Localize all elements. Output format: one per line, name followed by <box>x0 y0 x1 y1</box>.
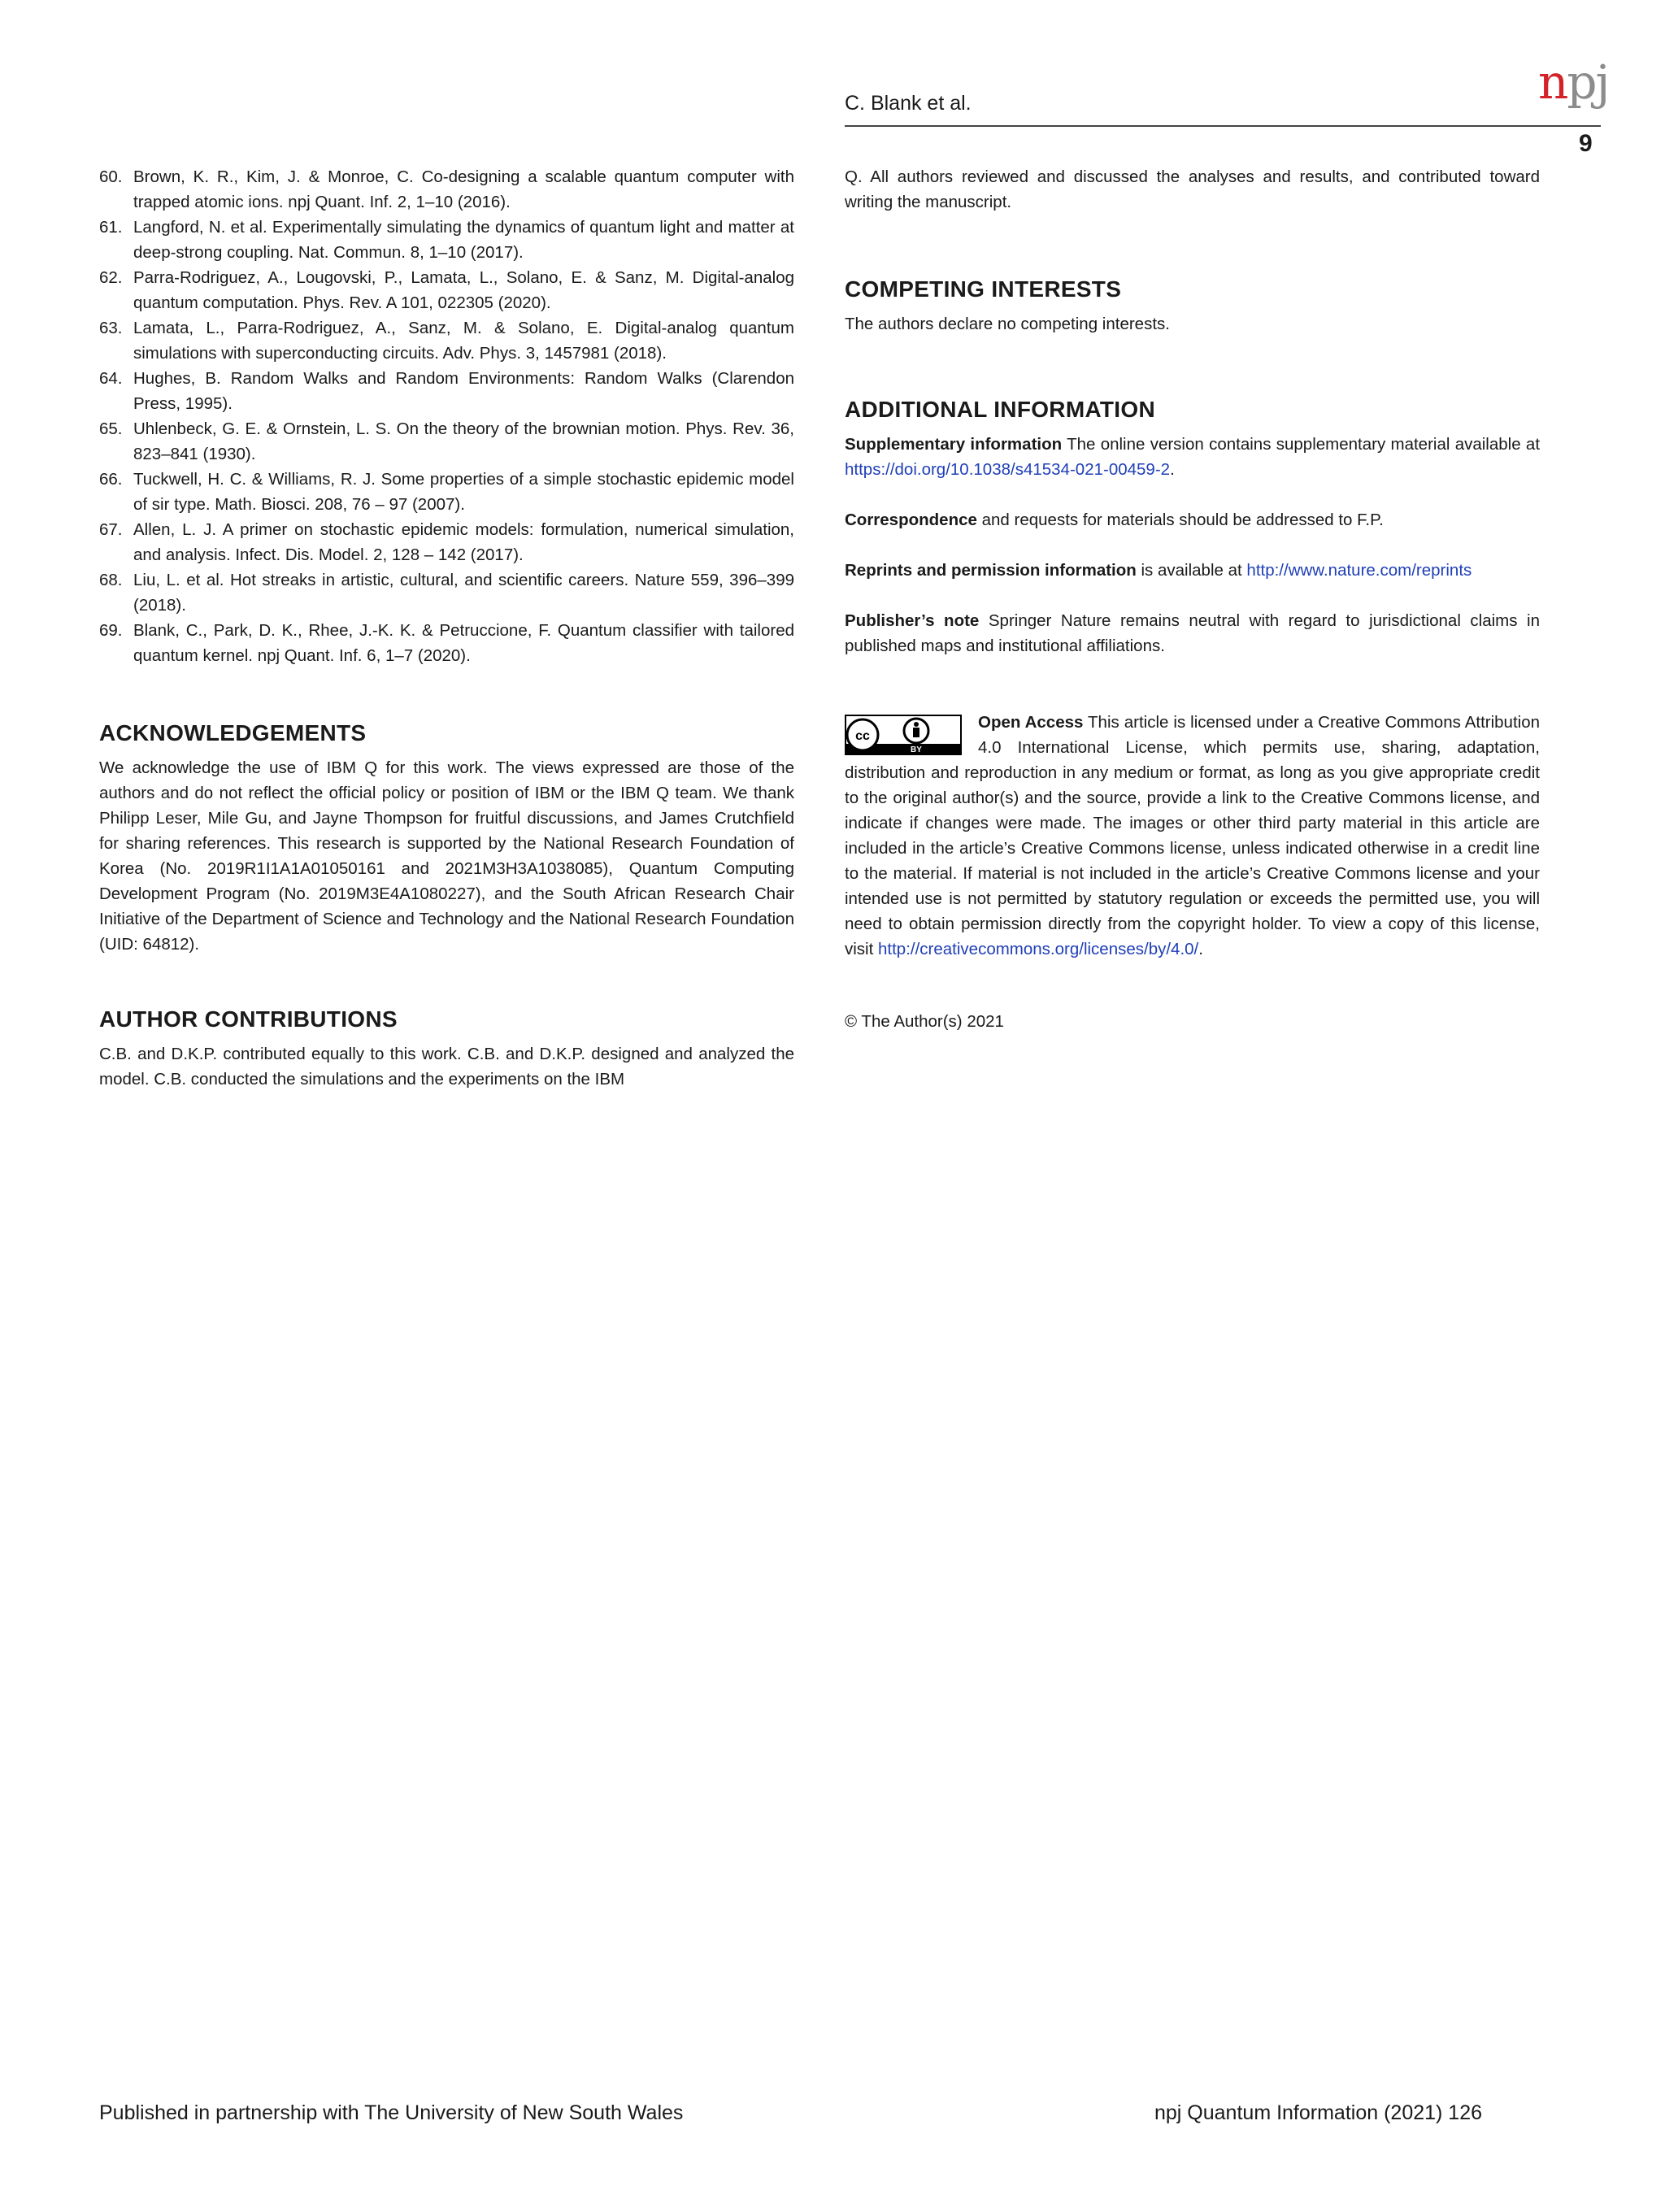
reference-item: 64. Hughes, B. Random Walks and Random Environments: Random Walks (Clarendon Press, 1995). <box>99 369 794 413</box>
left-column <box>99 164 794 1092</box>
copyright-notice: © The Author(s) 2021 <box>845 1012 1004 1031</box>
reference-item: 69. Blank, C., Park, D. K., Rhee, J.-K. K. & Petruccione, F. Quantum classifier with tailored quantum kernel. npj Quant. Inf. 6, 1–7 (2020). <box>99 621 794 665</box>
license-link[interactable]: http://creativecommons.org/licenses/by/4.0/ <box>878 940 1199 958</box>
right-column <box>845 164 1540 1034</box>
author-contributions-section <box>99 1006 794 1092</box>
reference-item: 60. Brown, K. R., Kim, J. & Monroe, C. Co-designing a scalable quantum computer with trapped atomic ions. npj Quant. Inf. 2, 1–10 (2016). <box>99 167 794 211</box>
npj-logo: npj <box>1538 54 1609 110</box>
additional-information-section <box>845 396 1540 658</box>
author-contributions-heading: AUTHOR CONTRIBUTIONS <box>99 1006 398 1032</box>
reference-item: 62. Parra-Rodriguez, A., Lougovski, P., Lamata, L., Solano, E. & Sanz, M. Digital-analog quantum computation. Phys. Rev. A 101, 022305 (2020). <box>99 268 794 312</box>
svg-text:cc: cc <box>855 729 870 743</box>
header-divider <box>845 125 1601 127</box>
reference-item: 65. Uhlenbeck, G. E. & Ornstein, L. S. On the theory of the brownian motion. Phys. Rev. 36, 823–841 (1930). <box>99 419 794 463</box>
open-access-text: Open Access This article is licensed under a Creative Commons Attribution 4.0 International License, which permits use, sharing, adaptation, distribution and reproduction in any medium or format, as long as you give appropriate credit to the original author(s) and the source, provide a link to the Creative Commons license, and indicate if changes were made. The images or other third party material in this article are included in the article’s Creative Commons license, unless indicated otherwise in a credit line to the material. If material is not included in the article’s Creative Commons license and your intended use is not permitted by statutory regulation or exceeds the permitted use, you will need to obtain permission directly from the copyright holder. To view a copy of this license, visit http://creativecommons.org/licenses/by/4.0/. <box>845 713 1540 958</box>
competing-interests-section <box>845 276 1540 337</box>
reference-list <box>99 164 794 668</box>
open-access-section <box>845 710 1540 962</box>
acknowledgements-section <box>99 719 794 957</box>
competing-interests-body: The authors declare no competing interests. <box>845 315 1170 333</box>
reference-item: 67. Allen, L. J. A primer on stochastic epidemic models: formulation, numerical simulation, and analysis. Infect. Dis. Model. 2, 128 – 142 (2017). <box>99 520 794 564</box>
running-header-author: C. Blank et al. <box>845 92 972 115</box>
supplementary-link[interactable]: https://doi.org/10.1038/s41534-021-00459-2 <box>845 460 1171 479</box>
correspondence: Correspondence and requests for materials should be addressed to F.P. <box>845 511 1384 529</box>
competing-interests-heading: COMPETING INTERESTS <box>845 276 1122 302</box>
reprints-information: Reprints and permission information is available at http://www.nature.com/reprints <box>845 561 1472 580</box>
additional-information-heading: ADDITIONAL INFORMATION <box>845 397 1155 422</box>
supplementary-information: Supplementary information The online version contains supplementary material available at https://doi.org/10.1038/s41534-021-00459-2. <box>845 435 1541 479</box>
author-contributions-continued: Q. All authors reviewed and discussed the analyses and results, and contributed toward writing the manuscript. <box>845 167 1540 211</box>
reference-item: 61. Langford, N. et al. Experimentally simulating the dynamics of quantum light and matter at deep-strong coupling. Nat. Commun. 8, 1–10 (2017). <box>99 218 794 262</box>
acknowledgements-body: We acknowledge the use of IBM Q for this work. The views expressed are those of the authors and do not reflect the official policy or position of IBM or the IBM Q team. We thank Philipp Leser, Mile Gu, and Jayne Thompson for fruitful discussions, and James Crutchfield for sharing references. This research is supported by the National Research Foundation of Korea (No. 2019R1I1A1A01050161 and 2021M3H3A1038085), Quantum Computing Development Program (No. 2019M3E4A1080227), and the South African Research Chair Initiative of the Department of Science and Technology and the National Research Foundation (UID: 64812). <box>99 758 794 954</box>
svg-text:BY: BY <box>911 745 922 754</box>
reference-item: 68. Liu, L. et al. Hot streaks in artistic, cultural, and scientific careers. Nature 559, 396–399 (2018). <box>99 571 794 615</box>
publishers-note: Publisher’s note Springer Nature remains neutral with regard to jurisdictional claims in published maps and institutional affiliations. <box>845 611 1540 655</box>
acknowledgements-heading: ACKNOWLEDGEMENTS <box>99 720 367 745</box>
footer-partnership: Published in partnership with The University of New South Wales <box>99 2101 684 2124</box>
footer-journal-citation: npj Quantum Information (2021) 126 <box>1154 2101 1483 2124</box>
page-number: 9 <box>1579 130 1593 157</box>
author-contributions-body: C.B. and D.K.P. contributed equally to this work. C.B. and D.K.P. designed and analyzed the model. C.B. conducted the simulations and the experiments on the IBM <box>99 1045 794 1089</box>
reference-item: 66. Tuckwell, H. C. & Williams, R. J. Some properties of a simple stochastic epidemic model of sir type. Math. Biosci. 208, 76 – 97 (2007). <box>99 470 794 514</box>
reprints-link[interactable]: http://www.nature.com/reprints <box>1246 561 1472 580</box>
creative-commons-by-icon <box>845 715 962 755</box>
reference-item: 63. Lamata, L., Parra-Rodriguez, A., Sanz, M. & Solano, E. Digital-analog quantum simulations with superconducting circuits. Adv. Phys. 3, 1457981 (2018). <box>99 319 794 363</box>
